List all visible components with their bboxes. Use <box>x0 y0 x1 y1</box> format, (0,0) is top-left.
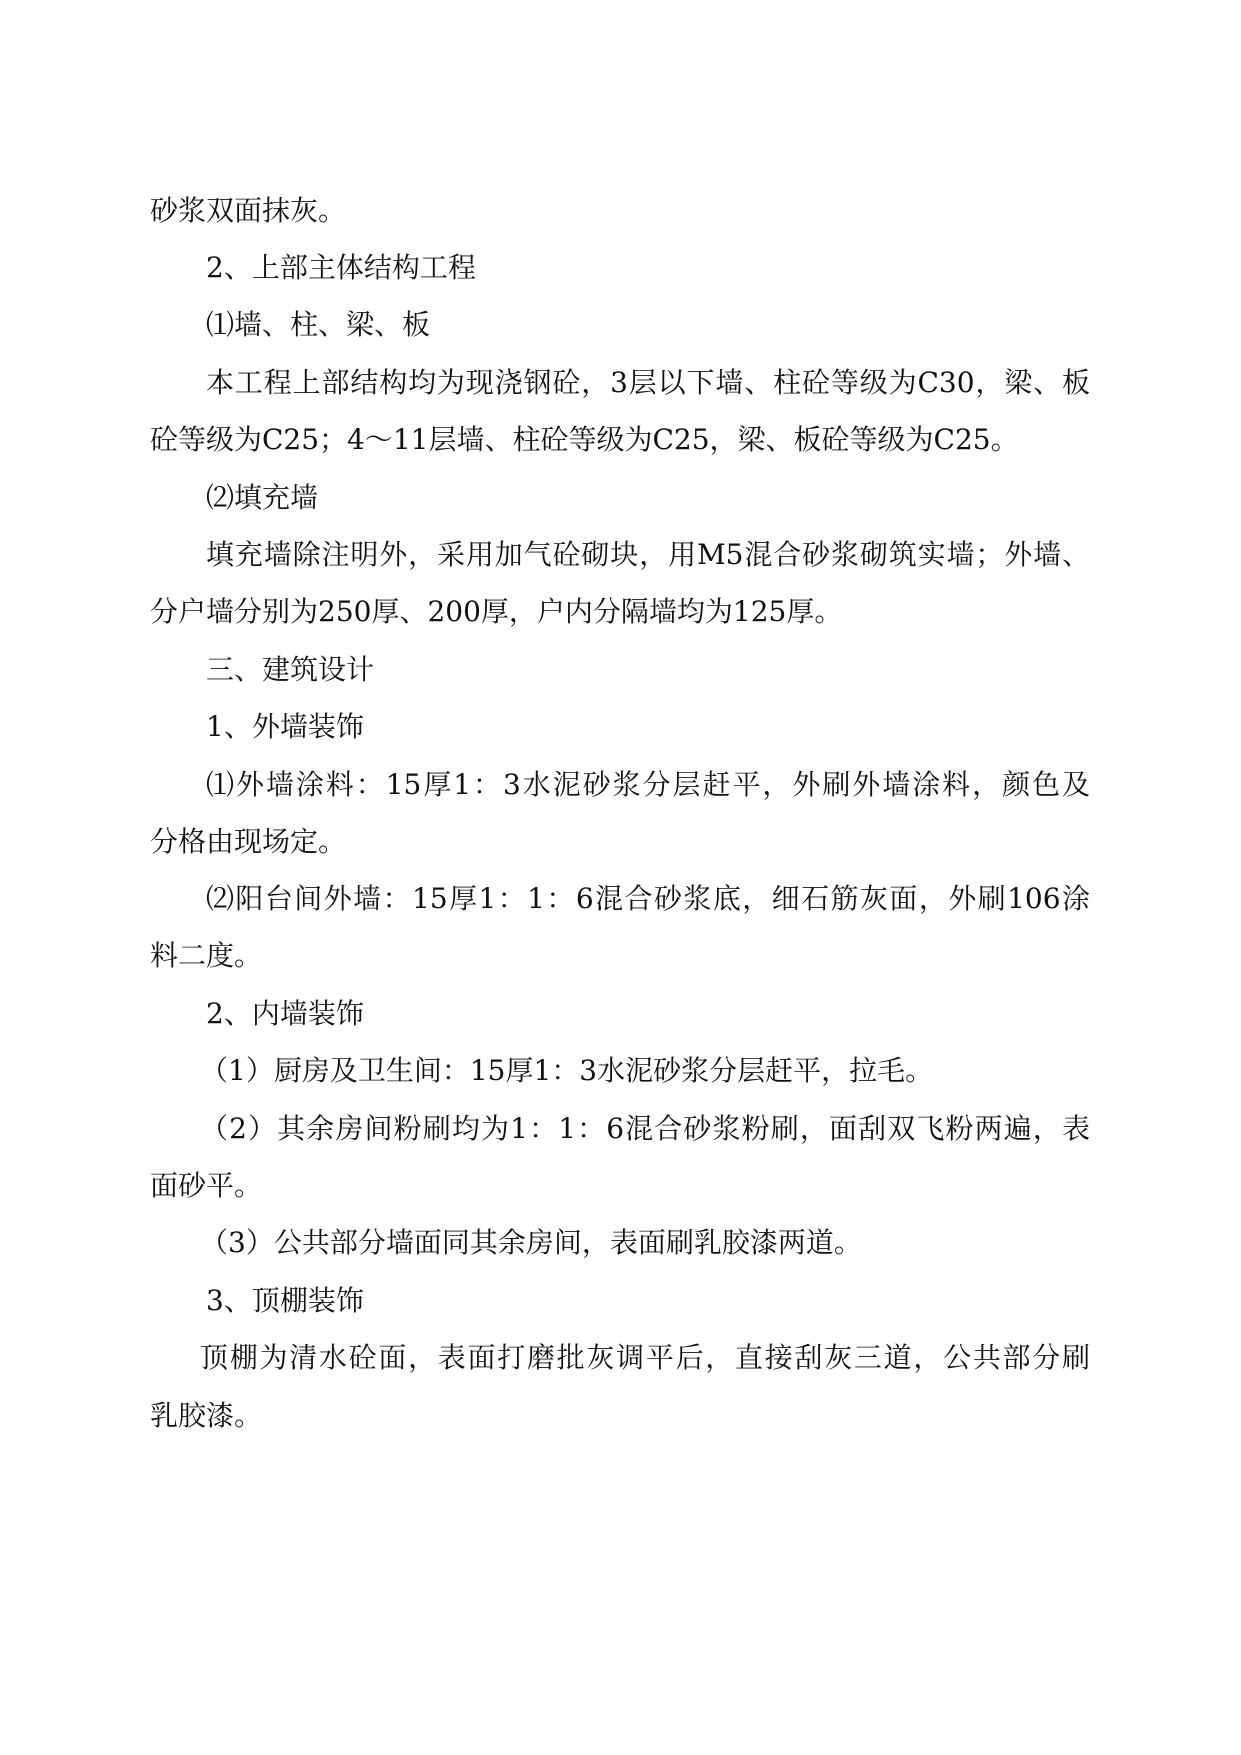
chapter-heading: 三、建筑设计 <box>206 653 375 686</box>
paragraph-line: 砂浆双面抹灰。 <box>150 194 347 227</box>
section-heading: 1、外墙装饰 <box>206 710 364 743</box>
paragraph-line: 砼等级为C25；4～11层墙、柱砼等级为C25，梁、板砼等级为C25。 <box>150 423 1019 456</box>
list-item: （2）其余房间粉刷均为1：1：6混合砂浆粉刷，面刮双飞粉两遍，表 <box>200 1112 1090 1145</box>
paragraph-line: 本工程上部结构均为现浇钢砼，3层以下墙、柱砼等级为C30，梁、板 <box>206 366 1090 399</box>
list-item: （1）厨房及卫生间：15厚1：3水泥砂浆分层赶平，拉毛。 <box>200 1054 934 1087</box>
paragraph-line: 填充墙除注明外，采用加气砼砌块，用M5混合砂浆砌筑实墙；外墙、 <box>206 538 1090 571</box>
paragraph-line: 面砂平。 <box>150 1169 263 1202</box>
paragraph-line: 分户墙分别为250厚、200厚，户内分隔墙均为125厚。 <box>150 595 843 628</box>
paragraph-line: 顶棚为清水砼面，表面打磨批灰调平后，直接刮灰三道，公共部分刷 <box>200 1341 1090 1374</box>
section-heading: 3、顶棚装饰 <box>206 1284 364 1317</box>
subsection-heading: ⑵填充墙 <box>206 481 319 514</box>
paragraph-line: 乳胶漆。 <box>150 1399 263 1432</box>
paragraph-line: ⑴外墙涂料：15厚1：3水泥砂浆分层赶平，外刷外墙涂料，颜色及 <box>206 768 1090 801</box>
section-heading: 2、内墙装饰 <box>206 997 364 1030</box>
subsection-heading: ⑴墙、柱、梁、板 <box>206 308 431 341</box>
paragraph-line: 分格由现场定。 <box>150 825 347 858</box>
paragraph-line: 料二度。 <box>150 939 263 972</box>
paragraph-line: ⑵阳台间外墙：15厚1：1：6混合砂浆底，细石筋灰面，外刷106涂 <box>206 882 1090 915</box>
list-item: （3）公共部分墙面同其余房间，表面刷乳胶漆两道。 <box>200 1226 862 1259</box>
section-heading: 2、上部主体结构工程 <box>206 251 476 284</box>
